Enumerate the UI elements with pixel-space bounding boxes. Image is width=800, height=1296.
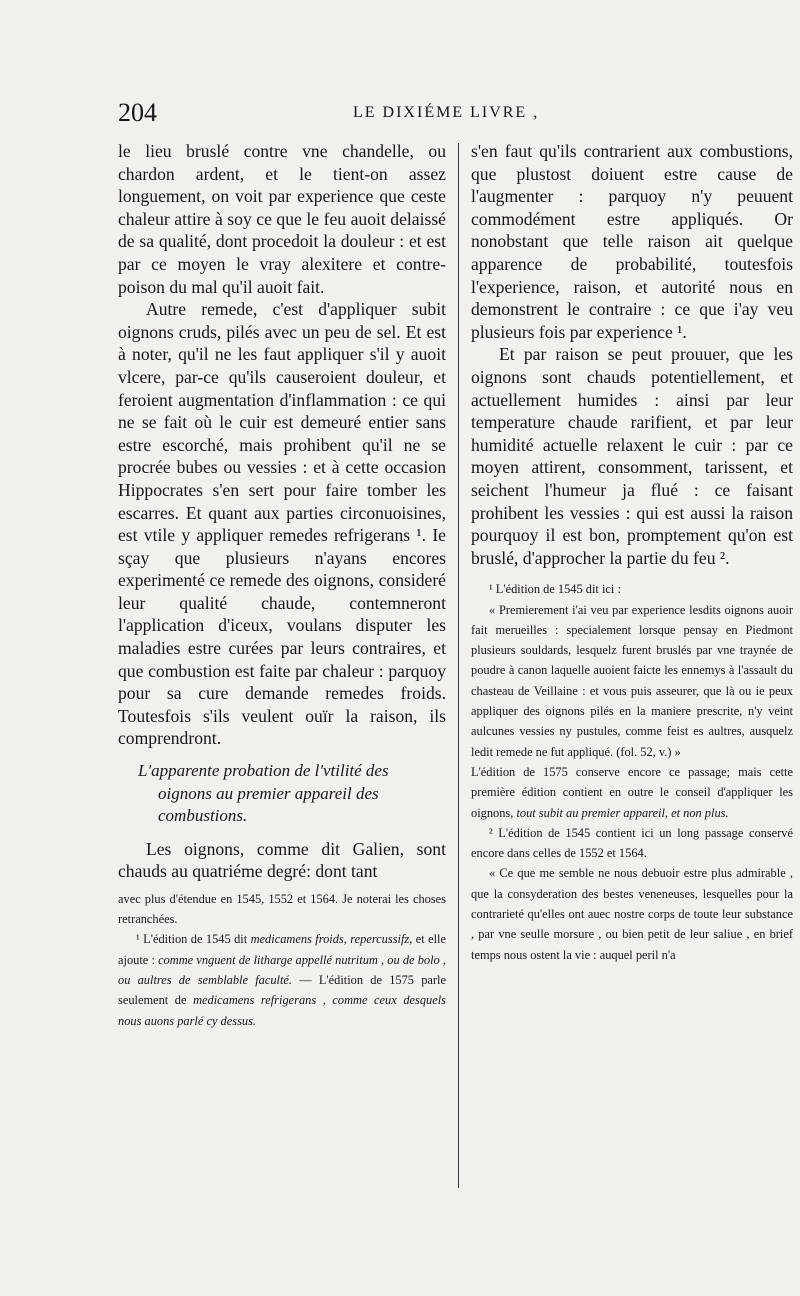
- footnote: ¹ L'édition de 1545 dit ici :: [489, 582, 621, 597]
- paragraph: Et par raison se peut prouuer, que les oignons sont chauds potentiellement, et actuellement humides : ainsi par leur temperature chaude rarifient, et par leur humidité actuelle relaxent le cuir : par ce moyen attirent, consomment, tarissent, et seichent l'humeur ja flué : ce faisant prohibent les vessies : qui est aussi la raison pourquoy il est bon, promptement qu'on est bruslé, d'approcher la partie du feu ².: [471, 344, 793, 568]
- paragraph: le lieu bruslé contre vne chandelle, ou chardon ardent, et le tient-on assez longuement, on voit par experience que ceste chaleur attire à soy ce que le feu auoit delaissé de sa qualité, dont procedoit la douleur : et est par ce moyen le vray alexitere et contre-poison du mal qu'il auoit fait.: [118, 141, 446, 297]
- footnote: ² L'édition de 1545 contient ici un long passage conservé encore dans celles de 1552 et 1564.: [471, 825, 793, 861]
- section-heading: L'apparente probation de l'vtilité des oignons au premier appareil des combustions.: [138, 761, 389, 826]
- paragraph: Les oignons, comme dit Galien, sont chauds au quatriéme degré: dont tant: [118, 838, 446, 882]
- left-column: [118, 140, 446, 1031]
- footnote: L'édition de 1575 conserve encore ce passage; mais cette première édition contient en outre le conseil d'appliquer les oignons, tout subit au premier appareil, et non plus.: [471, 764, 793, 820]
- column-divider: [458, 143, 459, 1188]
- page-header: [118, 98, 798, 134]
- footnote: ¹ L'édition de 1545 dit medicamens froids, repercussifz, et elle ajoute : comme vnguent de litharge appellé nutritum , ou de bolo , ou aultres de semblable faculté. — L'édition de 1575 parle seulement de medicamens refrigerans , comme ceux desquels nous auons parlé cy dessus.: [118, 932, 447, 1028]
- right-column: [471, 140, 793, 965]
- footnote-quote: « Ce que me semble ne nous debuoir estre plus admirable , que la consyderation des bestes veneneuses, lesquelles pour la contrarieté qu'elles ont auec nostre corps de toute leur substance , par vne seulle morsure , ou bien petit de leur saliue , en brief temps nous ostent la vie : auquel peril n'a: [471, 866, 793, 962]
- footnote-quote: « Premierement i'ai veu par experience lesdits oignons auoir fait merueilles : specialement lorsque pensay en Piedmont plusieurs souldards, lesquelz furent bruslés par vne traynée de poudre à canon laquelle auoient faicte les ennemys à l'assault du chasteau de Veillaine : et vous puis asseurer, que là ou ie peux appliquer des oignons pilés en la maniere prescrite, n'y veint aulcunes vessies ny pustules, comme feist es aultres, ausquelz ledit remede ne fut appliqué. (fol. 52, v.) »: [471, 602, 793, 759]
- paragraph: Autre remede, c'est d'appliquer subit oignons cruds, pilés avec un peu de sel. Et est à noter, qu'il ne les faut appliquer s'il y auoit vlcere, par-ce qu'ils causeroient douleur, et feroient augmentation d'inflammation : ce qui ne se fait où le cuir est demeuré entier sans estre escorché, mais prohibent qu'il ne se procrée bubes ou vessies : et à cette occasion Hippocrates s'en sert pour faire tomber les escarres. Et quant aux parties circonuoisines, est vtile y appliquer remedes refrigerans ¹. Ie sçay que plusieurs n'ayans encores experimenté ce remede des oignons, consideré leur qualité chaude, contemneront l'application d'iceux, voulans disputer les maladies estre curées par leurs contraires, et que combustion est faite par chaleur : parquoy pour sa cure demande remedes froids. Toutesfois s'ils veulent ouïr la raison, ils comprendront.: [118, 299, 446, 749]
- footnote-continuation: avec plus d'étendue en 1545, 1552 et 1564. Je noterai les choses retranchées.: [118, 891, 446, 927]
- running-head: LE DIXIÉME LIVRE ,: [353, 104, 540, 121]
- paragraph: s'en faut qu'ils contrarient aux combustions, que plustost doiuent estre cause de l'augmenter : parquoy n'y peuuent commodément estre appliqués. Or nonobstant que telle raison ait quelque apparence de probabilité, toutesfois l'experience, raison, et autorité nous en demonstrent le contraire : ce que i'ay veu plusieurs fois par experience ¹.: [471, 141, 793, 342]
- page-number: 204: [118, 98, 157, 127]
